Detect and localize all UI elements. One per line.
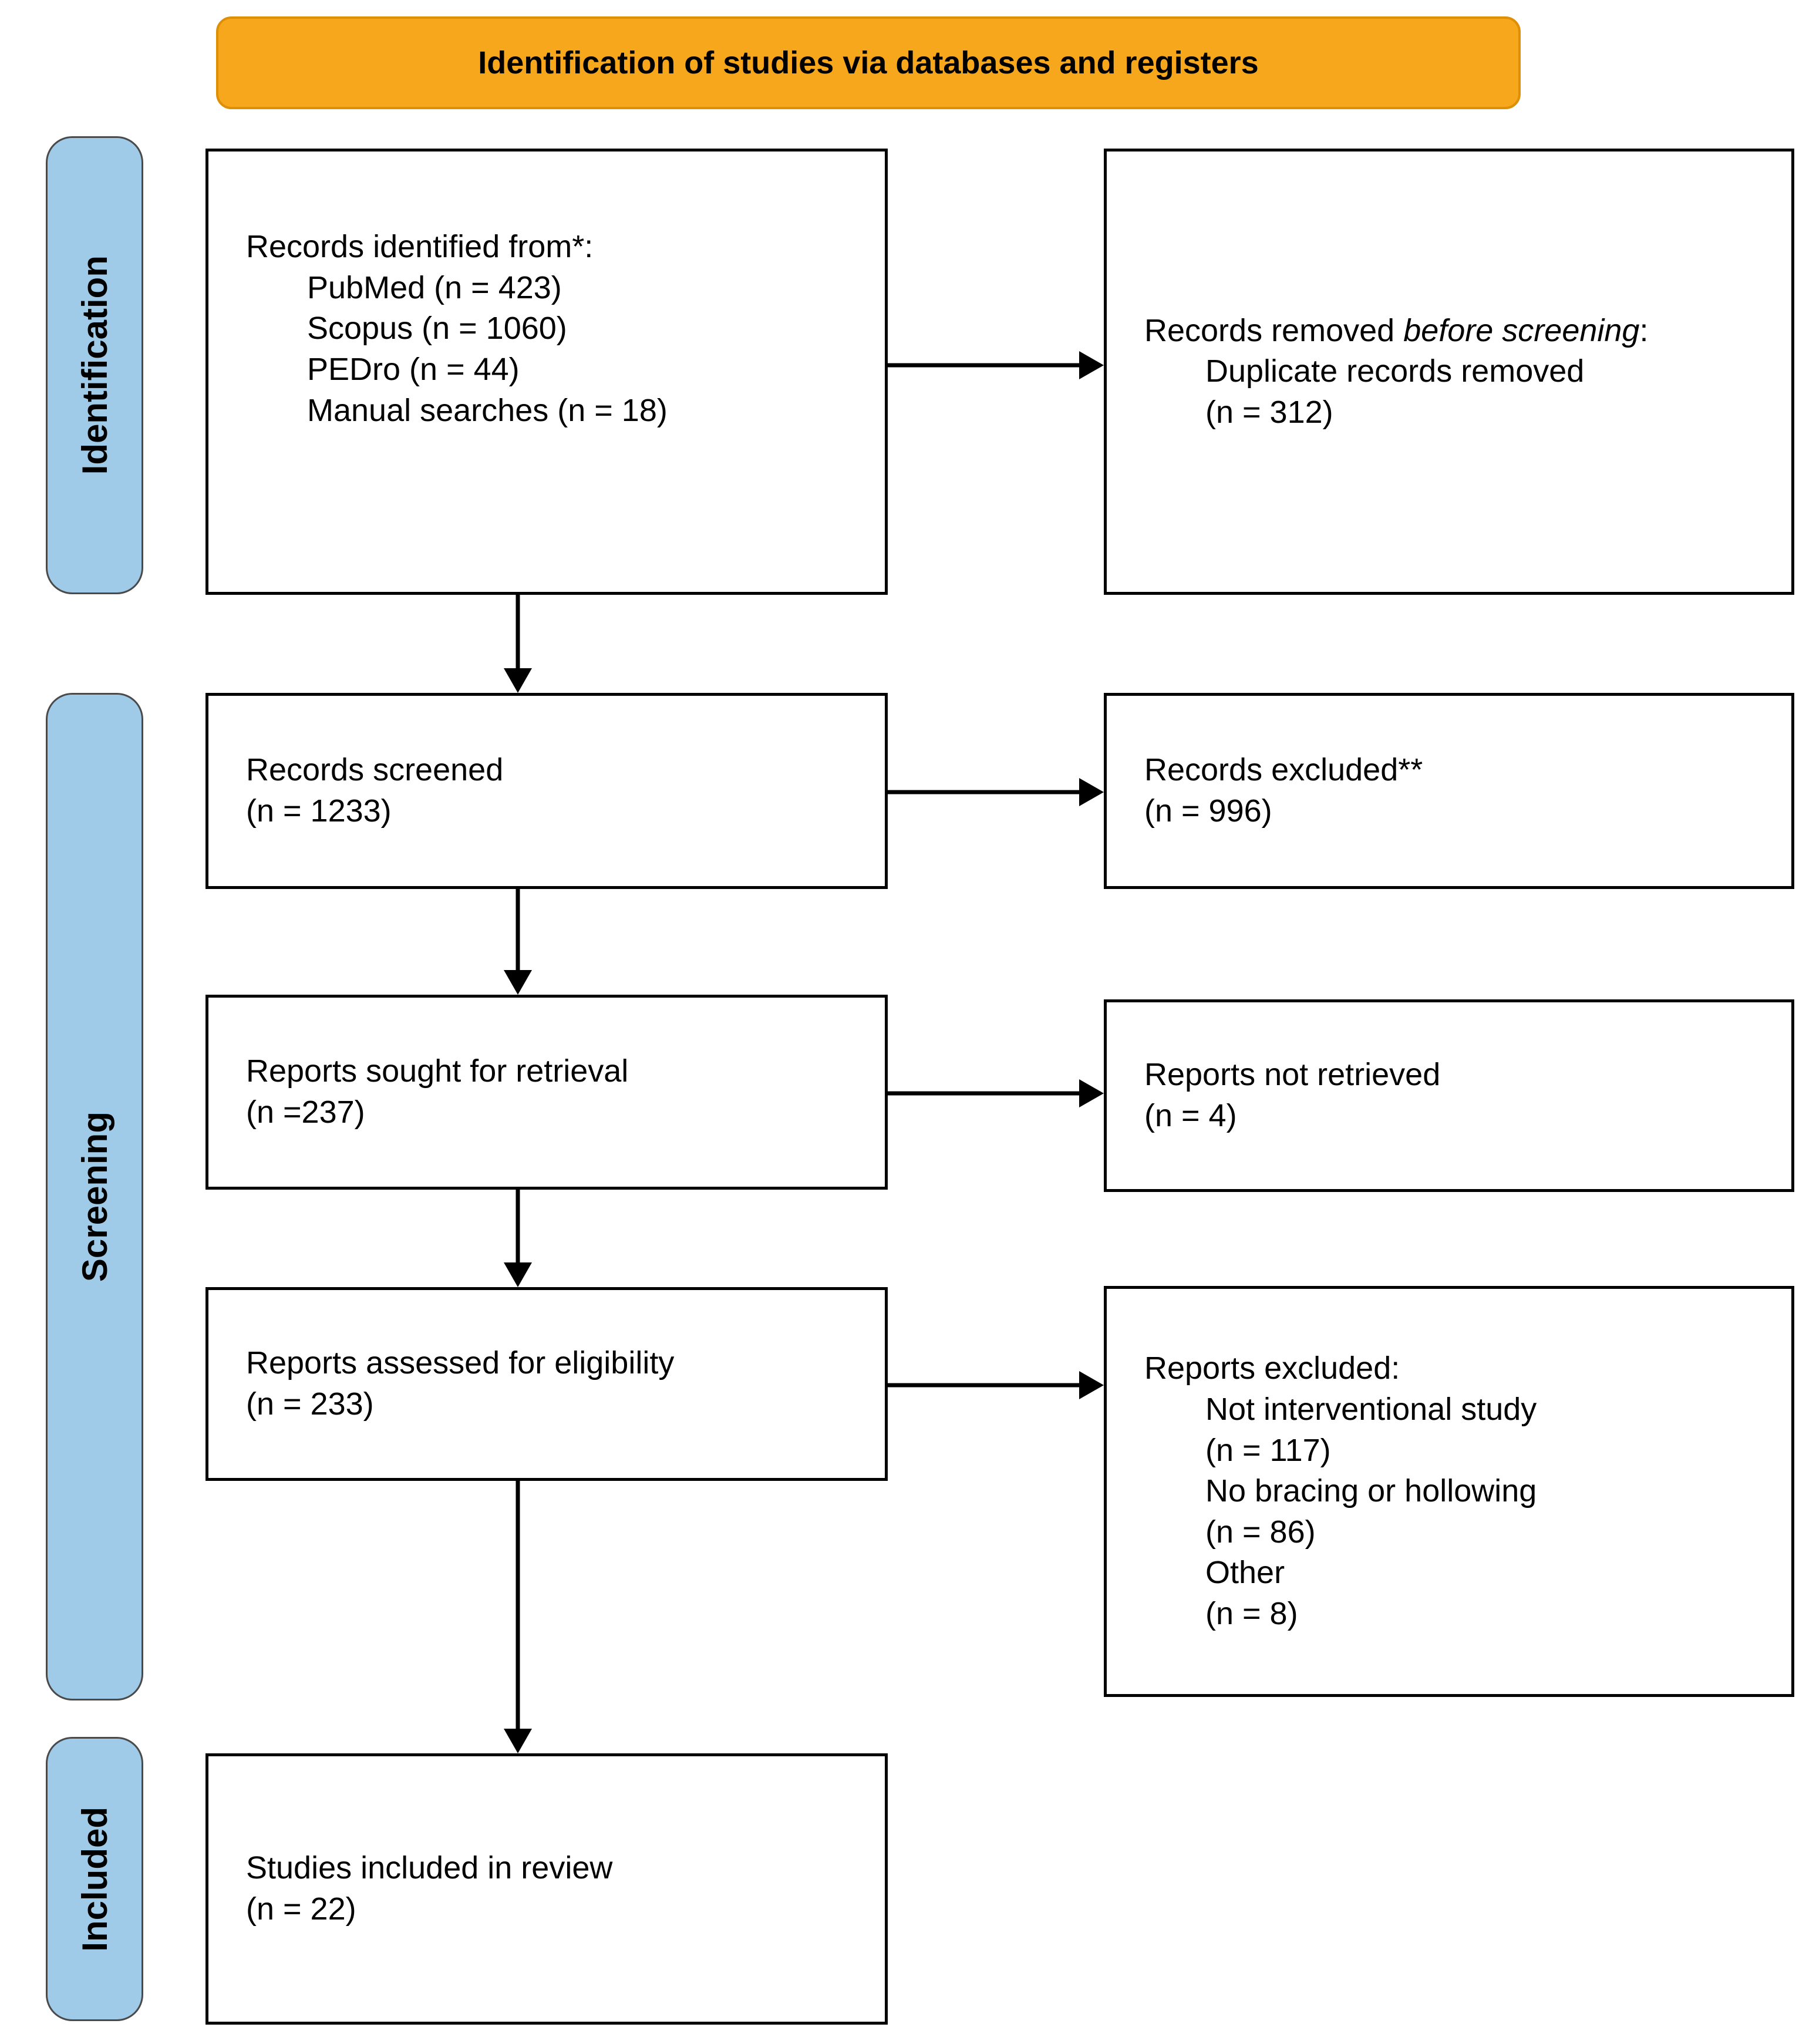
records-identified-item: PEDro (n = 44) bbox=[307, 351, 520, 387]
records-identified-item: Scopus (n = 1060) bbox=[307, 311, 567, 346]
records-removed-item: Duplicate records removed bbox=[1205, 353, 1585, 389]
records-identified-item: PubMed (n = 423) bbox=[307, 270, 562, 305]
reports-sought-count: (n =237) bbox=[246, 1095, 365, 1130]
arrow-shaft bbox=[516, 1481, 520, 1730]
box-records-excluded bbox=[1104, 693, 1794, 889]
arrow-down-icon bbox=[504, 1729, 532, 1753]
banner-title: Identification of studies via databases and registers bbox=[478, 45, 1259, 80]
stage-screening-text: Screening bbox=[75, 1111, 114, 1282]
stage-label-screening bbox=[46, 693, 143, 1700]
reports-not-retrieved-count: (n = 4) bbox=[1144, 1098, 1237, 1133]
reports-excluded-item: Not interventional study bbox=[1205, 1391, 1537, 1427]
studies-included-count: (n = 22) bbox=[246, 1891, 356, 1927]
records-screened-line: Records screened bbox=[246, 752, 504, 788]
studies-included-line: Studies included in review bbox=[246, 1850, 613, 1886]
reports-excluded-title: Reports excluded: bbox=[1144, 1351, 1400, 1386]
reports-excluded-item: No bracing or hollowing bbox=[1205, 1473, 1537, 1509]
flow-arrow-identified-to-screened bbox=[504, 595, 532, 693]
arrow-shaft bbox=[516, 1190, 520, 1264]
flow-arrow-sought-to-assessed bbox=[504, 1190, 532, 1287]
arrow-right-icon bbox=[1079, 778, 1104, 806]
reports-not-retrieved-line: Reports not retrieved bbox=[1144, 1057, 1441, 1093]
flow-arrow-screened-to-excluded bbox=[888, 778, 1104, 806]
reports-excluded-item: (n = 8) bbox=[1205, 1596, 1298, 1632]
records-identified-item: Manual searches (n = 18) bbox=[307, 392, 668, 428]
flow-arrow-identified-to-removed bbox=[888, 351, 1104, 379]
box-studies-included bbox=[205, 1753, 888, 2025]
records-removed-title-italic: before screening bbox=[1403, 312, 1640, 348]
arrow-shaft bbox=[888, 1092, 1080, 1096]
box-reports-sought bbox=[205, 995, 888, 1190]
flow-arrow-screened-to-sought bbox=[504, 889, 532, 995]
records-removed-title bbox=[1144, 311, 1762, 352]
reports-assessed-count: (n = 233) bbox=[246, 1386, 374, 1422]
arrow-shaft bbox=[888, 790, 1080, 794]
arrow-down-icon bbox=[504, 668, 532, 693]
records-excluded-count: (n = 996) bbox=[1144, 793, 1272, 829]
box-records-removed bbox=[1104, 149, 1794, 595]
reports-sought-line: Reports sought for retrieval bbox=[246, 1053, 629, 1089]
flow-arrow-sought-to-not-retrieved bbox=[888, 1079, 1104, 1107]
arrow-down-icon bbox=[504, 1262, 532, 1287]
arrow-shaft bbox=[888, 363, 1080, 368]
reports-excluded-item: (n = 86) bbox=[1205, 1514, 1316, 1550]
reports-excluded-item: Other bbox=[1205, 1555, 1285, 1591]
box-reports-excluded bbox=[1104, 1286, 1794, 1697]
arrow-shaft bbox=[516, 889, 520, 971]
box-records-screened bbox=[205, 693, 888, 889]
stage-identification-text: Identification bbox=[75, 255, 114, 475]
stage-label-identification bbox=[46, 136, 143, 594]
banner bbox=[216, 16, 1521, 109]
records-excluded-line: Records excluded** bbox=[1144, 752, 1423, 788]
arrow-down-icon bbox=[504, 970, 532, 995]
records-removed-item: (n = 312) bbox=[1205, 394, 1333, 430]
flow-arrow-assessed-to-reports-excluded bbox=[888, 1371, 1104, 1399]
reports-excluded-item: (n = 117) bbox=[1205, 1432, 1331, 1468]
records-identified-title: Records identified from*: bbox=[246, 229, 594, 264]
records-removed-title-prefix: Records removed bbox=[1144, 312, 1404, 348]
arrow-right-icon bbox=[1079, 351, 1104, 379]
arrow-right-icon bbox=[1079, 1079, 1104, 1107]
flow-arrow-assessed-to-included bbox=[504, 1481, 532, 1753]
arrow-right-icon bbox=[1079, 1371, 1104, 1399]
box-reports-assessed bbox=[205, 1287, 888, 1481]
arrow-shaft bbox=[516, 595, 520, 669]
records-screened-count: (n = 1233) bbox=[246, 793, 392, 829]
records-removed-title-suffix: : bbox=[1639, 312, 1649, 348]
reports-assessed-line: Reports assessed for eligibility bbox=[246, 1345, 675, 1381]
stage-included-text: Included bbox=[75, 1806, 114, 1952]
box-records-identified bbox=[205, 149, 888, 595]
stage-label-included bbox=[46, 1737, 143, 2021]
arrow-shaft bbox=[888, 1383, 1080, 1388]
box-reports-not-retrieved bbox=[1104, 999, 1794, 1192]
